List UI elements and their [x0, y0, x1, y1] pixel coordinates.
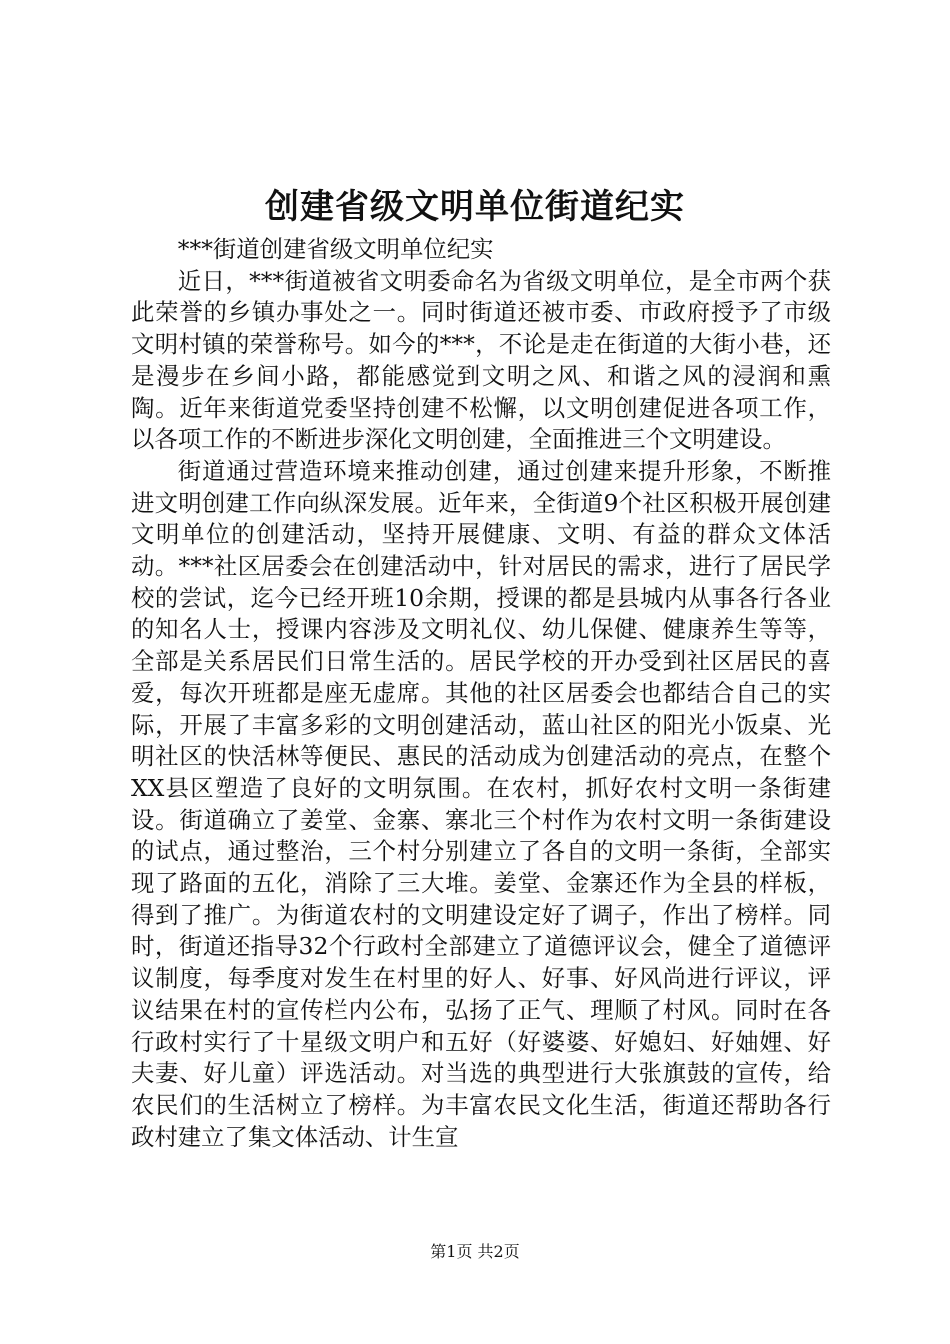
paragraph-1: 近日，***街道被省文明委命名为省级文明单位，是全市两个获此荣誉的乡镇办事处之一。同时街道还被市委、市政府授予了市级文明村镇的荣誉称号。如今的***，不论是走在街道的大街小巷，还是漫步在乡间小路，都能感觉到文明之风、和谐之风的浸润和熏陶。近年来街道党委坚持创建不松懈，以文明创建促进各项工作，以各项工作的不断进步深化文明创建，全面推进三个文明建设。	[131, 266, 831, 454]
paragraph-2: 街道通过营造环境来推动创建，通过创建来提升形象，不断推进文明创建工作向纵深发展。近年来，全街道9个社区积极开展创建文明单位的创建活动，坚持开展健康、文明、有益的群众文体活动。***社区居委会在创建活动中，针对居民的需求，进行了居民学校的尝试，迄今已经开班10余期，授课的都是县城内从事各行各业的知名人士，授课内容涉及文明礼仪、幼儿保健、健康养生等等，全部是关系居民们日常生活的。居民学校的开办受到社区居民的喜爱，每次开班都是座无虚席。其他的社区居委会也都结合自己的实际，开展了丰富多彩的文明创建活动，蓝山社区的阳光小饭桌、光明社区的快活林等便民、惠民的活动成为创建活动的亮点，在整个XX县区塑造了良好的文明氛围。在农村，抓好农村文明一条街建设。街道确立了姜堂、金寨、寨北三个村作为农村文明一条街建设的试点，通过整治，三个村分别建立了各自的文明一条街，全部实现了路面的五化，消除了三大堆。姜堂、金寨还作为全县的样板，得到了推广。为街道农村的文明建设定好了调子，作出了榜样。同时，街道还指导32个行政村全部建立了道德评议会，健全了道德评议制度，每季度对发生在村里的好人、好事、好风尚进行评议，评议结果在村的宣传栏内公布，弘扬了正气、理顺了村风。同时在各行政村实行了十星级文明户和五好（好婆婆、好媳妇、好妯娌、好夫妻、好儿童）评选活动。对当选的典型进行大张旗鼓的宣传，给农民们的生活树立了榜样。为丰富农民文化生活，街道还帮助各行政村建立了集文体活动、计生宣	[131, 456, 831, 1151]
document-body	[131, 234, 831, 1153]
document-subtitle: ***街道创建省级文明单位纪实	[177, 235, 494, 263]
page-footer: 第1页 共2页	[430, 1242, 520, 1261]
document-title: 创建省级文明单位街道纪实	[265, 187, 685, 227]
